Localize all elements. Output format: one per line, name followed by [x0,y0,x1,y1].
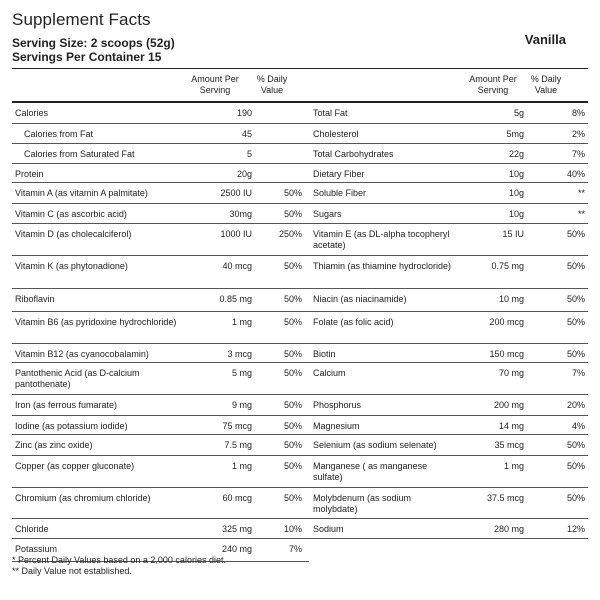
nutrient-amount: 190 [185,103,255,123]
nutrient-daily-value: ** [527,182,588,203]
nutrient-name: Zinc (as zinc oxide) [12,434,185,455]
nutrient-daily-value: 12% [527,518,588,538]
nutrient-name: Iodine (as potassium iodide) [12,415,185,434]
nutrient-amount: 3 mcg [185,343,255,362]
nutrient-amount: 240 mg [185,538,255,561]
nutrient-daily-value: 50% [255,434,305,455]
nutrient-row [12,487,588,518]
nutrient-name: Vitamin A (as vitamin A palmitate) [12,182,185,203]
nutrient-name: Niacin (as niacinamide) [309,288,461,311]
nutrient-amount: 60 mcg [185,487,255,518]
nutrient-name: Selenium (as sodium selenate) [309,434,461,455]
nutrient-amount: 35 mcg [461,434,527,455]
nutrient-daily-value [255,103,305,123]
nutrient-name: Calories from Fat [12,123,185,143]
nutrient-name: Dietary Fiber [309,163,461,182]
nutrient-row [12,203,588,223]
nutrient-daily-value: 250% [255,223,305,255]
nutrient-row [12,182,588,203]
header-amount-left: Amount Per Serving [191,74,239,95]
nutrient-row [12,103,588,123]
nutrient-name: Folate (as folic acid) [309,311,461,343]
nutrient-row [12,415,588,434]
empty-cell [527,538,588,561]
nutrient-daily-value: ** [527,203,588,223]
nutrient-name: Vitamin E (as DL-alpha tocopheryl acetate) [309,223,461,255]
nutrient-daily-value: 7% [255,538,305,561]
serving-size: Serving Size: 2 scoops (52g) [12,36,175,50]
nutrient-amount: 10g [461,182,527,203]
nutrient-name: Chloride [12,518,185,538]
nutrient-amount: 45 [185,123,255,143]
nutrient-daily-value: 50% [255,182,305,203]
nutrient-row [12,255,588,288]
nutrient-amount: 1 mg [461,455,527,487]
nutrient-amount: 5 mg [185,362,255,394]
nutrient-daily-value: 50% [527,311,588,343]
nutrient-amount: 1 mg [185,455,255,487]
nutrient-daily-value: 8% [527,103,588,123]
nutrient-amount: 30mg [185,203,255,223]
footnote-not-established: ** Daily Value not established. [12,566,132,576]
nutrient-row [12,394,588,415]
nutrient-amount: 0.75 mg [461,255,527,288]
nutrient-name: Pantothenic Acid (as D-calcium pantothenate) [12,362,185,394]
nutrient-daily-value: 50% [255,255,305,288]
nutrient-name: Calories [12,103,185,123]
nutrient-amount: 9 mg [185,394,255,415]
nutrient-amount: 40 mcg [185,255,255,288]
nutrient-daily-value: 50% [255,343,305,362]
nutrient-row [12,223,588,255]
nutrient-daily-value: 50% [255,394,305,415]
nutrient-row [12,455,588,487]
nutrient-amount: 20g [185,163,255,182]
nutrient-daily-value: 50% [255,362,305,394]
nutrient-daily-value: 7% [527,143,588,163]
nutrient-daily-value: 50% [255,203,305,223]
empty-cell [309,538,461,561]
nutrient-row [12,518,588,538]
nutrient-amount: 10 mg [461,288,527,311]
nutrient-amount: 10g [461,203,527,223]
nutrient-name: Sodium [309,518,461,538]
nutrient-name: Chromium (as chromium chloride) [12,487,185,518]
nutrient-name: Cholesterol [309,123,461,143]
nutrient-name: Total Fat [309,103,461,123]
nutrient-amount: 280 mg [461,518,527,538]
nutrient-amount: 1 mg [185,311,255,343]
footnote-daily-values: * Percent Daily Values based on a 2,000 calories diet. [12,555,226,565]
nutrient-name: Magnesium [309,415,461,434]
nutrient-row [12,362,588,394]
nutrient-daily-value: 7% [527,362,588,394]
nutrient-daily-value: 50% [255,311,305,343]
panel-title: Supplement Facts [12,10,151,29]
nutrient-daily-value: 50% [527,487,588,518]
nutrient-amount: 37.5 mcg [461,487,527,518]
footnotes [12,555,226,577]
nutrient-amount: 10g [461,163,527,182]
nutrient-name: Copper (as copper gluconate) [12,455,185,487]
nutrient-name: Riboflavin [12,288,185,311]
nutrient-daily-value: 2% [527,123,588,143]
nutrient-name: Vitamin K (as phytonadione) [12,255,185,288]
nutrient-name: Calcium [309,362,461,394]
nutrient-name: Thiamin (as thiamine hydrocloride) [309,255,461,288]
nutrient-daily-value: 50% [255,415,305,434]
nutrient-amount: 5g [461,103,527,123]
nutrient-amount: 200 mcg [461,311,527,343]
nutrient-name: Potassium [12,538,185,561]
nutrient-daily-value: 50% [255,455,305,487]
nutrient-amount: 7.5 mg [185,434,255,455]
nutrient-name: Vitamin B12 (as cyanocobalamin) [12,343,185,362]
nutrient-name: Molybdenum (as sodium molybdate) [309,487,461,518]
nutrient-daily-value: 50% [527,223,588,255]
nutrient-name: Soluble Fiber [309,182,461,203]
nutrient-daily-value: 50% [527,288,588,311]
facts-table [12,103,588,562]
nutrient-daily-value: 20% [527,394,588,415]
nutrient-amount: 1000 IU [185,223,255,255]
nutrient-daily-value: 50% [255,288,305,311]
nutrient-name: Sugars [309,203,461,223]
nutrient-daily-value [255,123,305,143]
nutrient-daily-value: 50% [527,434,588,455]
nutrient-amount: 5 [185,143,255,163]
header-dv-left: % Daily Value [256,74,288,95]
header-dv-right: % Daily Value [530,74,562,95]
nutrient-daily-value: 50% [255,487,305,518]
nutrient-name: Vitamin B6 (as pyridoxine hydrochloride) [12,311,185,343]
nutrient-amount: 15 IU [461,223,527,255]
nutrient-daily-value [255,143,305,163]
servings-per-container: Servings Per Container 15 [12,50,162,64]
nutrient-amount: 70 mg [461,362,527,394]
serving-info [12,36,175,64]
nutrient-daily-value: 50% [527,255,588,288]
nutrient-daily-value: 4% [527,415,588,434]
nutrient-name: Biotin [309,343,461,362]
nutrient-name: Total Carbohydrates [309,143,461,163]
nutrient-row [12,288,588,311]
nutrient-row [12,143,588,163]
nutrient-row [12,311,588,343]
nutrient-amount: 200 mg [461,394,527,415]
nutrient-row [12,343,588,362]
empty-cell [461,538,527,561]
nutrient-amount: 5mg [461,123,527,143]
nutrient-daily-value: 50% [527,455,588,487]
nutrient-daily-value [255,163,305,182]
nutrient-name: Vitamin D (as cholecalciferol) [12,223,185,255]
header-amount-right: Amount Per Serving [469,74,517,95]
nutrient-amount: 325 mg [185,518,255,538]
nutrient-amount: 2500 IU [185,182,255,203]
nutrient-amount: 14 mg [461,415,527,434]
nutrient-name: Iron (as ferrous fumarate) [12,394,185,415]
nutrient-amount: 0.85 mg [185,288,255,311]
nutrient-name: Protein [12,163,185,182]
flavor-label: Vanilla [524,32,566,47]
nutrient-row [12,434,588,455]
nutrient-daily-value: 10% [255,518,305,538]
nutrient-name: Phosphorus [309,394,461,415]
nutrient-amount: 22g [461,143,527,163]
nutrient-name: Manganese ( as manganese sulfate) [309,455,461,487]
top-divider [12,68,588,69]
nutrient-name: Vitamin C (as ascorbic acid) [12,203,185,223]
nutrient-amount: 75 mcg [185,415,255,434]
nutrient-row [12,163,588,182]
nutrient-name: Calories from Saturated Fat [12,143,185,163]
nutrient-amount: 150 mcg [461,343,527,362]
nutrient-row [12,123,588,143]
nutrient-daily-value: 40% [527,163,588,182]
nutrient-daily-value: 50% [527,343,588,362]
